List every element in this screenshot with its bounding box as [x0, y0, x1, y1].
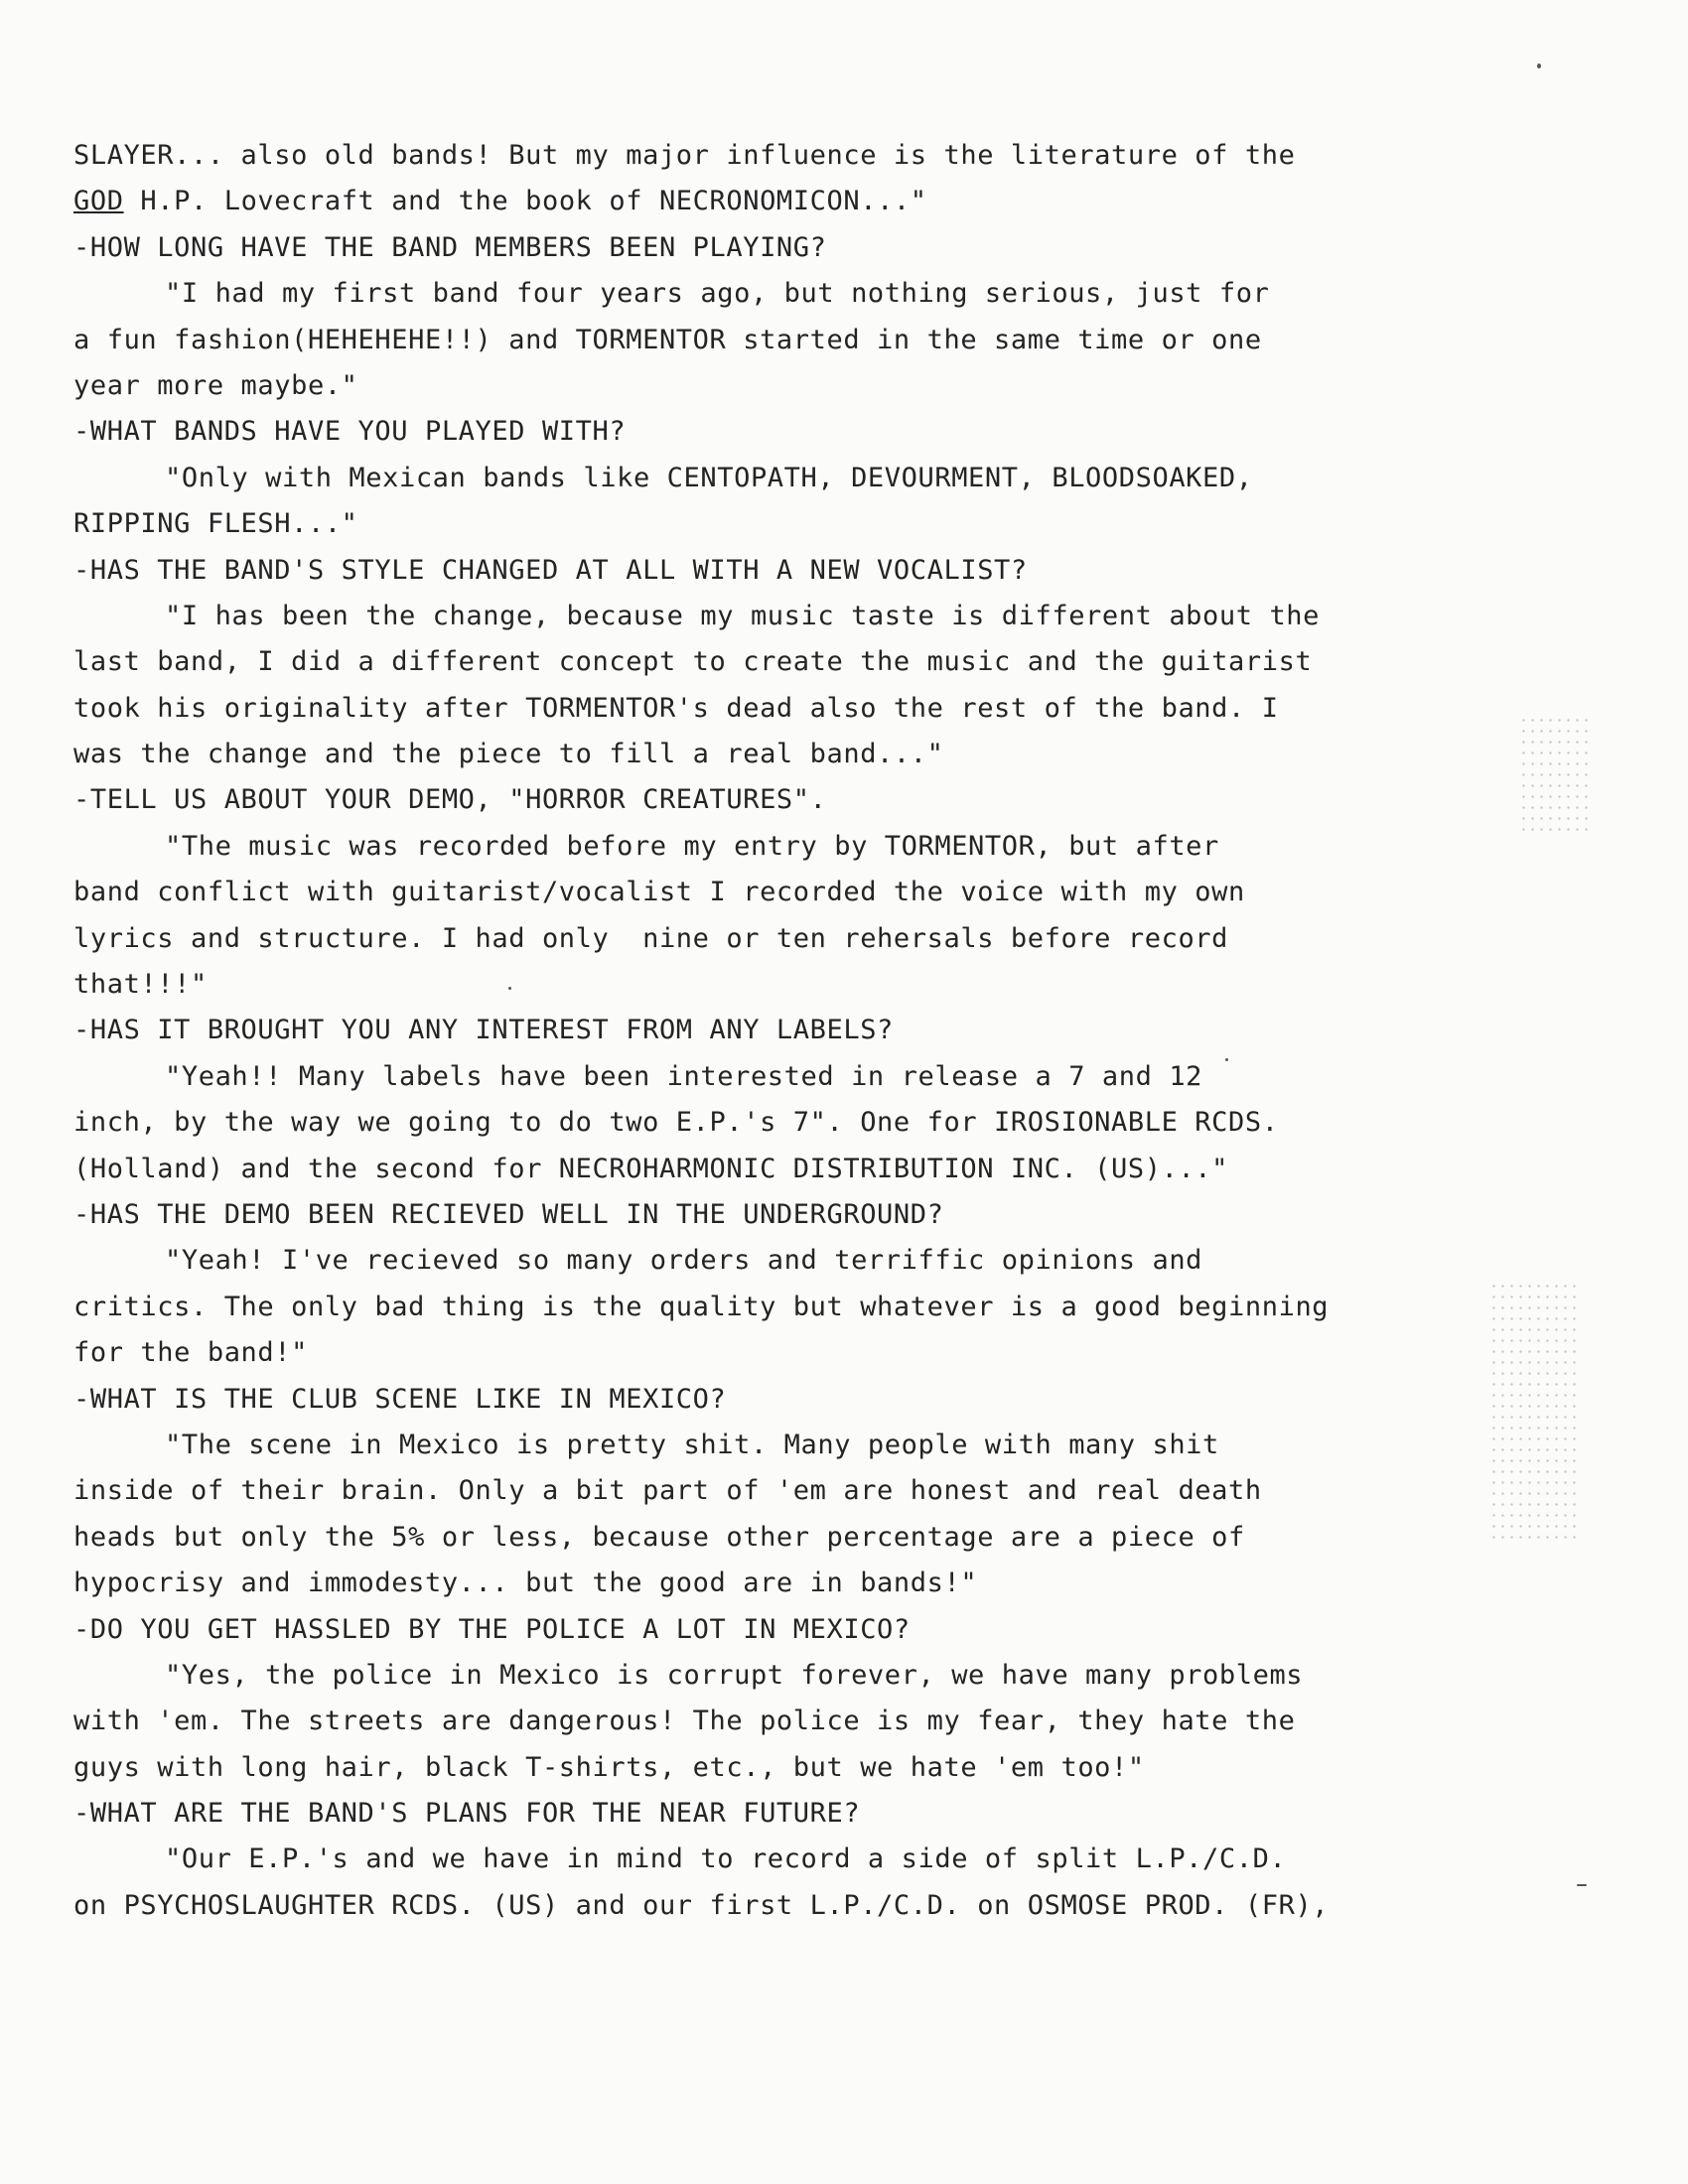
scan-noise [1519, 715, 1589, 834]
scan-noise [1489, 1281, 1579, 1539]
answer-line: took his originality after TORMENTOR's dead also the rest of the band. I [73, 692, 1279, 724]
answer-line: year more maybe." [73, 369, 358, 401]
question-line: -DO YOU GET HASSLED BY THE POLICE A LOT IN MEXICO? [73, 1613, 911, 1645]
interview-text [73, 133, 1503, 1929]
answer-line: "I has been the change, because my music taste is different about the [165, 600, 1321, 631]
answer-line: "I had my first band four years ago, but nothing serious, just for [165, 278, 1270, 310]
question-line: -HAS THE BAND'S STYLE CHANGED AT ALL WITH A NEW VOCALIST? [73, 554, 1028, 586]
question-line: -WHAT ARE THE BAND'S PLANS FOR THE NEAR FUTURE? [73, 1798, 861, 1830]
answer-line: hypocrisy and immodesty... but the good are in bands!" [73, 1568, 978, 1599]
answer-line: heads but only the 5% or less, because other percentage are a piece of [73, 1521, 1245, 1553]
answer-line: critics. The only bad thing is the quality but whatever is a good beginning [73, 1291, 1330, 1322]
answer-line: "Only with Mexican bands like CENTOPATH, DEVOURMENT, BLOODSOAKED, [165, 462, 1253, 493]
scan-speck [508, 987, 511, 990]
answer-line: on PSYCHOSLAUGHTER RCDS. (US) and our first L.P./C.D. on OSMOSE PROD. (FR), [73, 1889, 1330, 1921]
answer-line: "Yeah!! Many labels have been interested in release a 7 and 12 [165, 1060, 1203, 1092]
question-line: -HOW LONG HAVE THE BAND MEMBERS BEEN PLAYING? [73, 231, 827, 263]
answer-line: was the change and the piece to fill a real band..." [73, 739, 944, 770]
question-line: -TELL US ABOUT YOUR DEMO, "HORROR CREATURES". [73, 784, 827, 816]
answer-line: "Yeah! I've recieved so many orders and terriffic opinions and [165, 1245, 1203, 1277]
scan-speck [1225, 1058, 1228, 1061]
answer-line: RIPPING FLESH..." [73, 508, 358, 540]
scan-speck [1577, 1884, 1587, 1886]
answer-line: inside of their brain. Only a bit part of 'em are honest and real death [73, 1475, 1262, 1507]
answer-line: with 'em. The streets are dangerous! The police is my fear, they hate the [73, 1706, 1296, 1737]
question-line: -WHAT BANDS HAVE YOU PLAYED WITH? [73, 416, 627, 448]
underlined-word: GOD [73, 186, 124, 217]
answer-line: last band, I did a different concept to create the music and the guitarist [73, 646, 1313, 678]
answer-line: (Holland) and the second for NECROHARMONIC DISTRIBUTION INC. (US)..." [73, 1153, 1229, 1184]
answer-line: for the band!" [73, 1337, 308, 1369]
answer-line: "The music was recorded before my entry by TORMENTOR, but after [165, 830, 1219, 862]
answer-line: SLAYER... also old bands! But my major influence is the literature of the [73, 140, 1296, 171]
answer-line: that!!!" [73, 969, 208, 1001]
answer-line: "The scene in Mexico is pretty shit. Many people with many shit [165, 1429, 1219, 1460]
question-line: -HAS IT BROUGHT YOU ANY INTEREST FROM ANY LABELS? [73, 1015, 894, 1046]
scan-speck [1537, 64, 1541, 68]
answer-line: lyrics and structure. I had only nine or ten rehersals before record [73, 922, 1229, 954]
question-line: -HAS THE DEMO BEEN RECIEVED WELL IN THE UNDERGROUND? [73, 1198, 944, 1230]
answer-line [73, 179, 1503, 224]
question-line: -WHAT IS THE CLUB SCENE LIKE IN MEXICO? [73, 1383, 727, 1415]
answer-line: inch, by the way we going to do two E.P.'s 7". One for IROSIONABLE RCDS. [73, 1107, 1279, 1139]
answer-line-rest: H.P. Lovecraft and the book of NECRONOMICON..." [123, 186, 927, 217]
answer-line: "Yes, the police in Mexico is corrupt forever, we have many problems [165, 1659, 1304, 1691]
answer-line: "Our E.P.'s and we have in mind to record a side of split L.P./C.D. [165, 1843, 1287, 1875]
answer-line: a fun fashion(HEHEHEHE!!) and TORMENTOR started in the same time or one [73, 324, 1262, 355]
answer-line: guys with long hair, black T-shirts, etc., but we hate 'em too!" [73, 1751, 1145, 1783]
answer-line: band conflict with guitarist/vocalist I recorded the voice with my own [73, 877, 1245, 908]
